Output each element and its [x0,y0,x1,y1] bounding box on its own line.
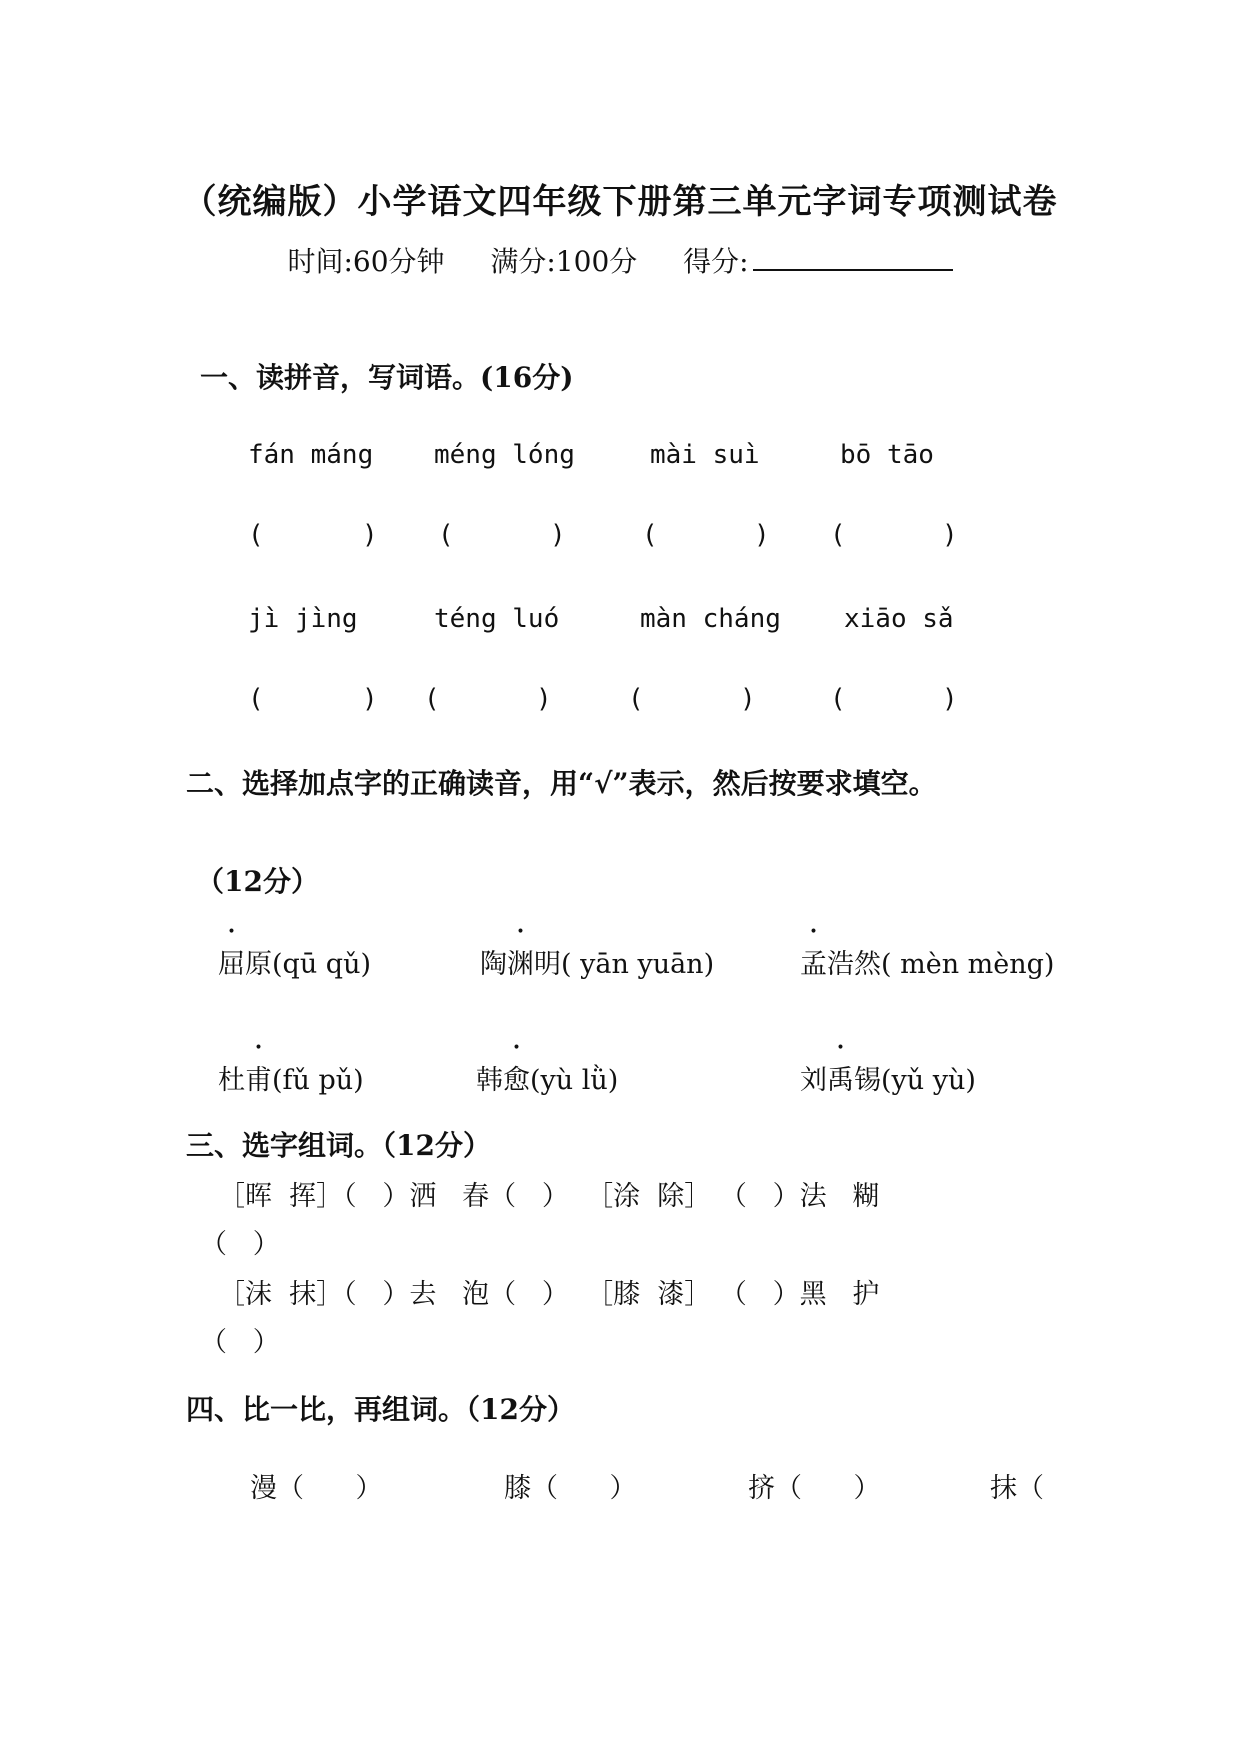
score-blank[interactable] [753,243,953,271]
answer-blank-2-3-open: ( [628,684,644,714]
reading-item-1 [218,942,371,981]
reading-item-2 [480,942,714,981]
pinyin-1-1: fán máng [248,440,374,470]
compare-item-4: 抹（ [990,1473,1044,1504]
pinyin-2-4: xiāo sǎ [844,604,954,634]
section-3-heading: 三、选字组词。（12分） [186,1129,491,1162]
answer-blank-2-4-close: ) [942,684,958,714]
reading-item-3 [800,942,1054,981]
answer-blank-1-1-open: ( [248,520,264,550]
compare-item-2: 膝（ ） [504,1473,637,1504]
answer-blank-2-1-close: ) [362,684,378,714]
answer-blank-2-2-open: ( [424,684,440,714]
exam-meta [0,240,1240,280]
pinyin-1-3: mài suì [650,440,760,470]
reading-item-6 [800,1058,976,1097]
answer-blank-1-4-open: ( [830,520,846,550]
item-6-pre: 刘 [800,1065,827,1096]
answer-blank-1-2-open: ( [438,520,454,550]
answer-blank-2-2-close: ) [536,684,552,714]
item-2-dotted-char: 渊 [507,949,534,980]
item-3-dotted-char: 孟 [800,949,827,980]
section-2-heading: 二、选择加点字的正确读音，用“√”表示，然后按要求填空。 [186,767,937,800]
answer-blank-2-4-open: ( [830,684,846,714]
reading-item-4 [218,1058,364,1097]
full-score-label: 满分:100分 [490,245,638,278]
item-4-pre: 杜 [218,1065,245,1096]
char-choice-line-1-cont: （ ） [200,1229,280,1260]
pinyin-2-2: téng luó [434,604,560,634]
item-2-pre: 陶 [480,949,507,980]
item-5-dotted-char: 愈 [503,1065,530,1096]
item-4-dotted-char: 甫 [245,1065,272,1096]
item-2-post: 明( yān yuān) [534,949,715,980]
pinyin-2-3: màn cháng [640,604,781,634]
item-4-post: (fǔ pǔ) [272,1065,364,1096]
item-6-dotted-char: 禹 [827,1065,854,1096]
char-choice-line-1: ［晖 挥］（ ）洒 春（ ） ［涂 除］ （ ）法 糊 [218,1181,880,1212]
item-1-dotted-char: 屈 [218,949,245,980]
page-title: （统编版）小学语文四年级下册第三单元字词专项测试卷 [182,182,1058,222]
item-5-post: (yù lǜ) [530,1065,619,1096]
compare-item-1: 漫（ ） [250,1473,383,1504]
answer-blank-1-2-close: ) [550,520,566,550]
section-2-score: （12分） [196,865,319,898]
answer-blank-1-4-close: ) [942,520,958,550]
item-6-post: 锡(yǔ yù) [854,1065,976,1096]
char-choice-line-2: ［沫 抹］（ ）去 泡（ ） ［膝 漆］ （ ）黑 护 [218,1279,880,1310]
reading-item-5 [476,1058,618,1097]
answer-blank-2-1-open: ( [248,684,264,714]
item-5-pre: 韩 [476,1065,503,1096]
answer-blank-2-3-close: ) [740,684,756,714]
section-1-heading: 一、读拼音，写词语。(16分) [200,361,574,394]
item-3-post: 浩然( mèn mèng) [827,949,1055,980]
pinyin-2-1: jì jìng [248,604,358,634]
answer-blank-1-3-open: ( [642,520,658,550]
pinyin-1-4: bō tāo [840,440,934,470]
answer-blank-1-1-close: ) [362,520,378,550]
item-1-post: 原(qū qǔ) [245,949,371,980]
compare-item-3: 挤（ ） [748,1473,881,1504]
answer-blank-1-3-close: ) [754,520,770,550]
section-4-heading: 四、比一比，再组词。（12分） [186,1393,575,1426]
time-label: 时间:60分钟 [287,245,445,278]
char-choice-line-2-cont: （ ） [200,1327,280,1358]
score-label: 得分: [683,245,749,278]
pinyin-1-2: méng lóng [434,440,575,470]
